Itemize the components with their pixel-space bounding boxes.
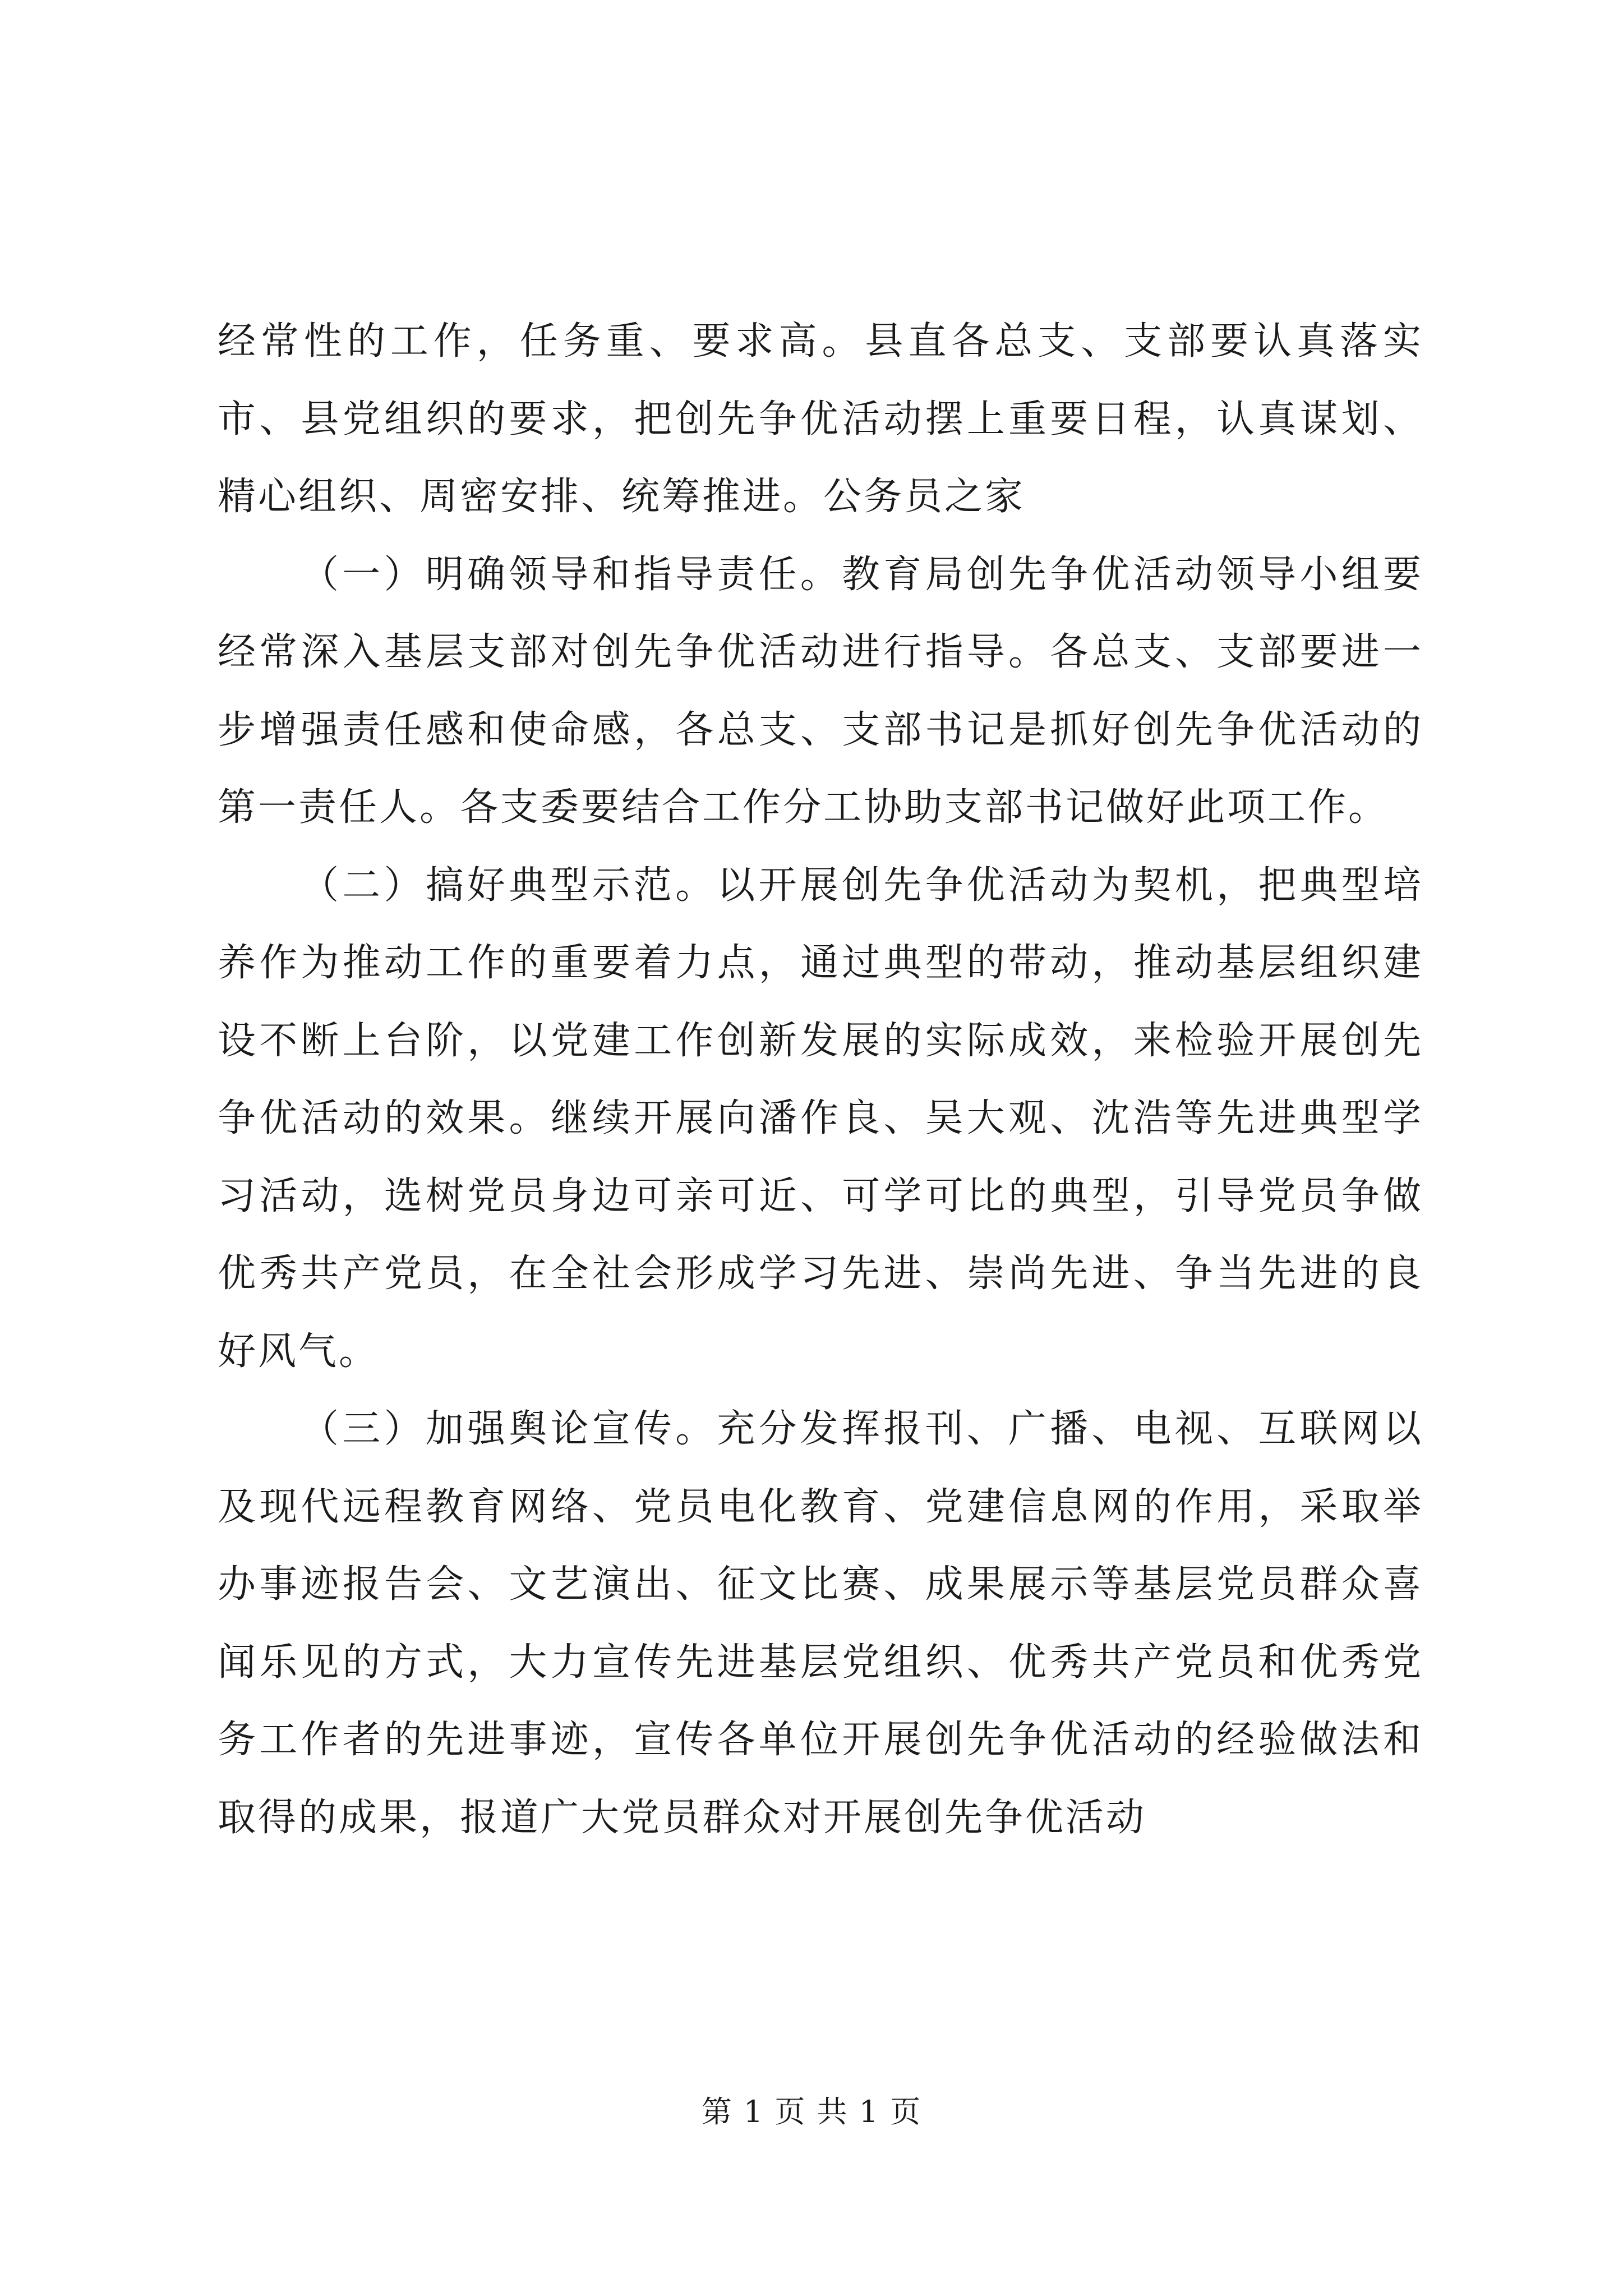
paragraph-intro: 经常性的工作，任务重、要求高。县直各总支、支部要认真落实市、县党组织的要求，把创先争优活动摆上重要日程，认真谋划、精心组织、周密安排、统筹推进。公务员之家 [218,319,1423,519]
document-body [218,303,1423,1857]
paragraph-section-3: （三）加强舆论宣传。充分发挥报刊、广播、电视、互联网以及现代远程教育网络、党员电化教育、党建信息网的作用，采取举办事迹报告会、文艺演出、征文比赛、成果展示等基层党员群众喜闻乐见的方式，大力宣传先进基层党组织、优秀共产党员和优秀党务工作者的先进事迹，宣传各单位开展创先争优活动的经验做法和取得的成果，报道广大党员群众对开展创先争优活动 [218,1407,1423,1840]
paragraph-section-2: （二）搞好典型示范。以开展创先争优活动为契机，把典型培养作为推动工作的重要着力点，通过典型的带动，推动基层组织建设不断上台阶，以党建工作创新发展的实际成效，来检验开展创先争优活动的效果。继续开展向潘作良、吴大观、沈浩等先进典型学习活动，选树党员身边可亲可近、可学可比的典型，引导党员争做优秀共产党员，在全社会形成学习先进、崇尚先进、争当先进的良好风气。 [218,863,1423,1374]
paragraph-section-1: （一）明确领导和指导责任。教育局创先争优活动领导小组要经常深入基层支部对创先争优活动进行指导。各总支、支部要进一步增强责任感和使命感，各总支、支部书记是抓好创先争优活动的第一责任人。各支委要结合工作分工协助支部书记做好此项工作。 [218,552,1423,830]
page-footer: 第 1 页 共 1 页 [701,2094,922,2129]
